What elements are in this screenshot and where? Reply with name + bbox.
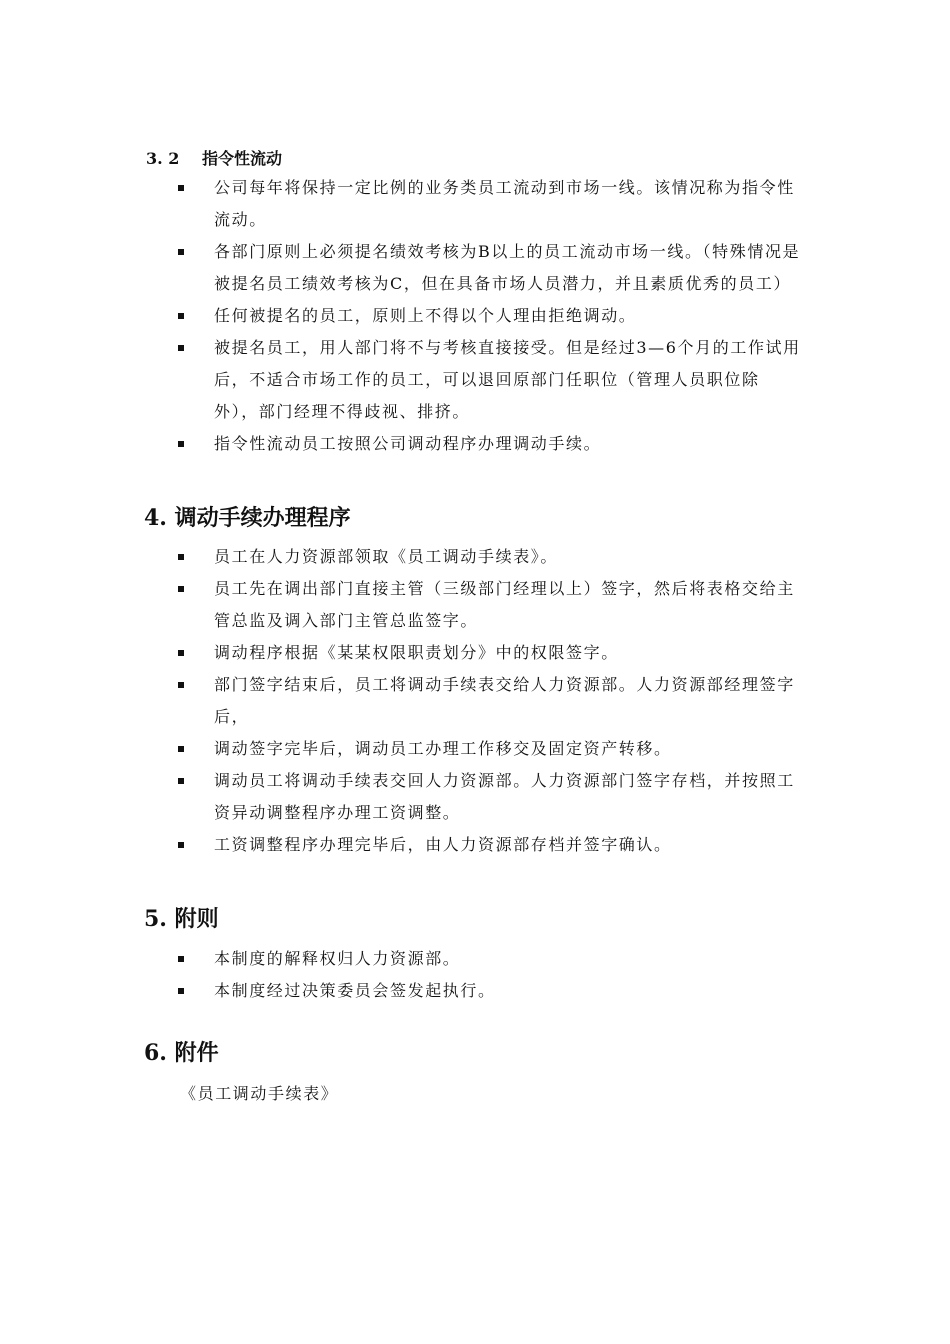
- list-supplementary-rules: [0, 943, 950, 1007]
- section-title-5: 5. 附则: [144, 906, 219, 932]
- list-item: 调动签字完毕后，调动员工办理工作移交及固定资产转移。: [0, 733, 804, 765]
- square-bullet-icon: [178, 441, 184, 447]
- list-item: 员工在人力资源部领取《员工调动手续表》。: [0, 541, 804, 573]
- square-bullet-icon: [178, 345, 184, 351]
- square-bullet-icon: [178, 249, 184, 255]
- section-title-6: 6. 附件: [144, 1040, 219, 1066]
- square-bullet-icon: [178, 313, 184, 319]
- square-bullet-icon: [178, 988, 184, 994]
- subsection-heading: 指令性流动: [202, 149, 283, 168]
- list-item: 员工先在调出部门直接主管（三级部门经理以上）签字，然后将表格交给主管总监及调入部门主管总监签字。: [0, 573, 804, 637]
- square-bullet-icon: [178, 746, 184, 752]
- square-bullet-icon: [178, 185, 184, 191]
- list-item: 任何被提名的员工，原则上不得以个人理由拒绝调动。: [0, 300, 804, 332]
- list-item: 指令性流动员工按照公司调动程序办理调动手续。: [0, 428, 804, 460]
- square-bullet-icon: [178, 586, 184, 592]
- subsection-number: 3. 2: [146, 149, 180, 168]
- square-bullet-icon: [178, 842, 184, 848]
- section-title-4: 4. 调动手续办理程序: [144, 505, 351, 531]
- list-item: 被提名员工，用人部门将不与考核直接接受。但是经过3—6个月的工作试用后，不适合市场工作的员工，可以退回原部门任职位（管理人员职位除外），部门经理不得歧视、排挤。: [0, 332, 804, 428]
- list-item: 调动员工将调动手续表交回人力资源部。人力资源部门签字存档，并按照工资异动调整程序办理工资调整。: [0, 765, 804, 829]
- list-item: 工资调整程序办理完毕后，由人力资源部存档并签字确认。: [0, 829, 804, 861]
- subsection-title-3-2: [146, 148, 282, 170]
- list-item: 本制度经过决策委员会签发起执行。: [0, 975, 804, 1007]
- square-bullet-icon: [178, 682, 184, 688]
- attachment-reference: 《员工调动手续表》: [180, 1084, 339, 1103]
- list-item: 本制度的解释权归人力资源部。: [0, 943, 804, 975]
- list-item: 各部门原则上必须提名绩效考核为B以上的员工流动市场一线。（特殊情况是被提名员工绩效考核为C，但在具备市场人员潜力，并且素质优秀的员工）: [0, 236, 804, 300]
- list-item: 公司每年将保持一定比例的业务类员工流动到市场一线。该情况称为指令性流动。: [0, 172, 804, 236]
- list-item: 调动程序根据《某某权限职责划分》中的权限签字。: [0, 637, 804, 669]
- list-transfer-procedure: [0, 541, 950, 861]
- square-bullet-icon: [178, 650, 184, 656]
- list-item: 部门签字结束后，员工将调动手续表交给人力资源部。人力资源部经理签字后，: [0, 669, 804, 733]
- square-bullet-icon: [178, 554, 184, 560]
- square-bullet-icon: [178, 956, 184, 962]
- list-directive-transfer: [0, 172, 950, 460]
- square-bullet-icon: [178, 778, 184, 784]
